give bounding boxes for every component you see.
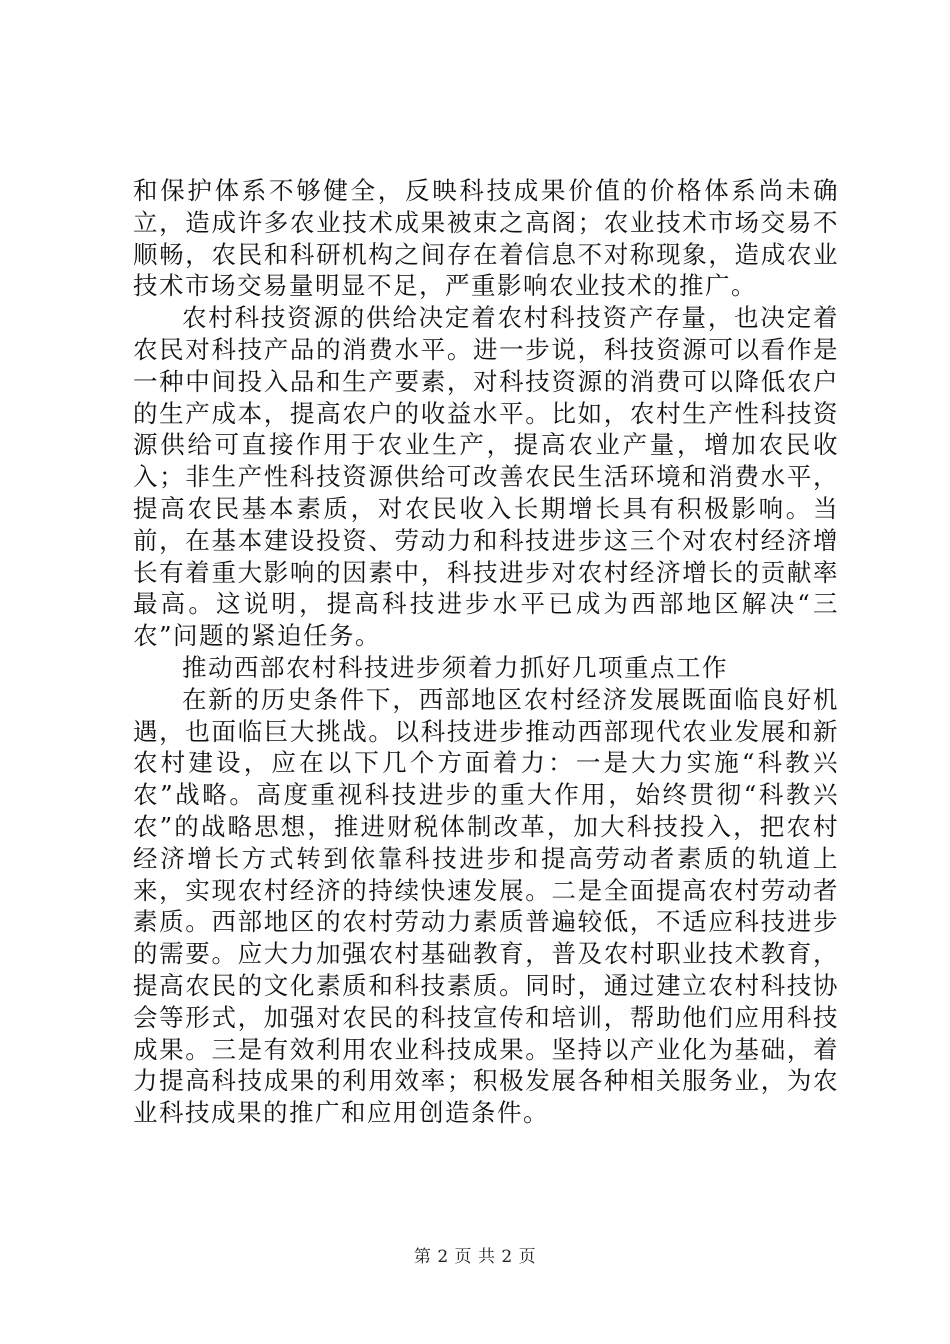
document-body [133, 175, 839, 1129]
page-footer: 第 2 页 共 2 页 [413, 1247, 537, 1267]
paragraph-continuation: 和保护体系不够健全，反映科技成果价值的价格体系尚未确立，造成许多农业技术成果被束之高阁；农业技术市场交易不顺畅，农民和科研机构之间存在着信息不对称现象，造成农业技术市场交易量明显不足，严重影响农业技术的推广。 [133, 176, 839, 301]
paragraph-key-tasks: 在新的历史条件下，西部地区农村经济发展既面临良好机遇，也面临巨大挑战。以科技进步推动西部现代农业发展和新农村建设，应在以下几个方面着力：一是大力实施“科教兴农”战略。高度重视科技进步的重大作用，始终贯彻“科教兴农”的战略思想，推进财税体制改革，加大科技投入，把农村经济增长方式转到依靠科技进步和提高劳动者素质的轨道上来，实现农村经济的持续快速发展。二是全面提高农村劳动者素质。西部地区的农村劳动力素质普遍较低，不适应科技进步的需要。应大力加强农村基础教育，普及农村职业技术教育，提高农民的文化素质和科技素质。同时，通过建立农村科技协会等形式，加强对农民的科技宣传和培训，帮助他们应用科技成果。三是有效利用农业科技成果。坚持以产业化为基础，着力提高科技成果的利用效率；积极发展各种相关服务业，为农业科技成果的推广和应用创造条件。 [133, 684, 839, 1128]
paragraph-resource-supply: 农村科技资源的供给决定着农村科技资产存量，也决定着农民对科技产品的消费水平。进一步说，科技资源可以看作是一种中间投入品和生产要素，对科技资源的消费可以降低农户的生产成本，提高农户的收益水平。比如，农村生产性科技资源供给可直接作用于农业生产，提高农业产量，增加农民收入；非生产性科技资源供给可改善农民生活环境和消费水平，提高农民基本素质，对农民收入长期增长具有积极影响。当前，在基本建设投资、劳动力和科技进步这三个对农村经济增长有着重大影响的因素中，科技进步对农村经济增长的贡献率最高。这说明，提高科技进步水平已成为西部地区解决“三农”问题的紧迫任务。 [133, 303, 839, 651]
section-heading: 推动西部农村科技进步须着力抓好几项重点工作 [182, 652, 728, 682]
